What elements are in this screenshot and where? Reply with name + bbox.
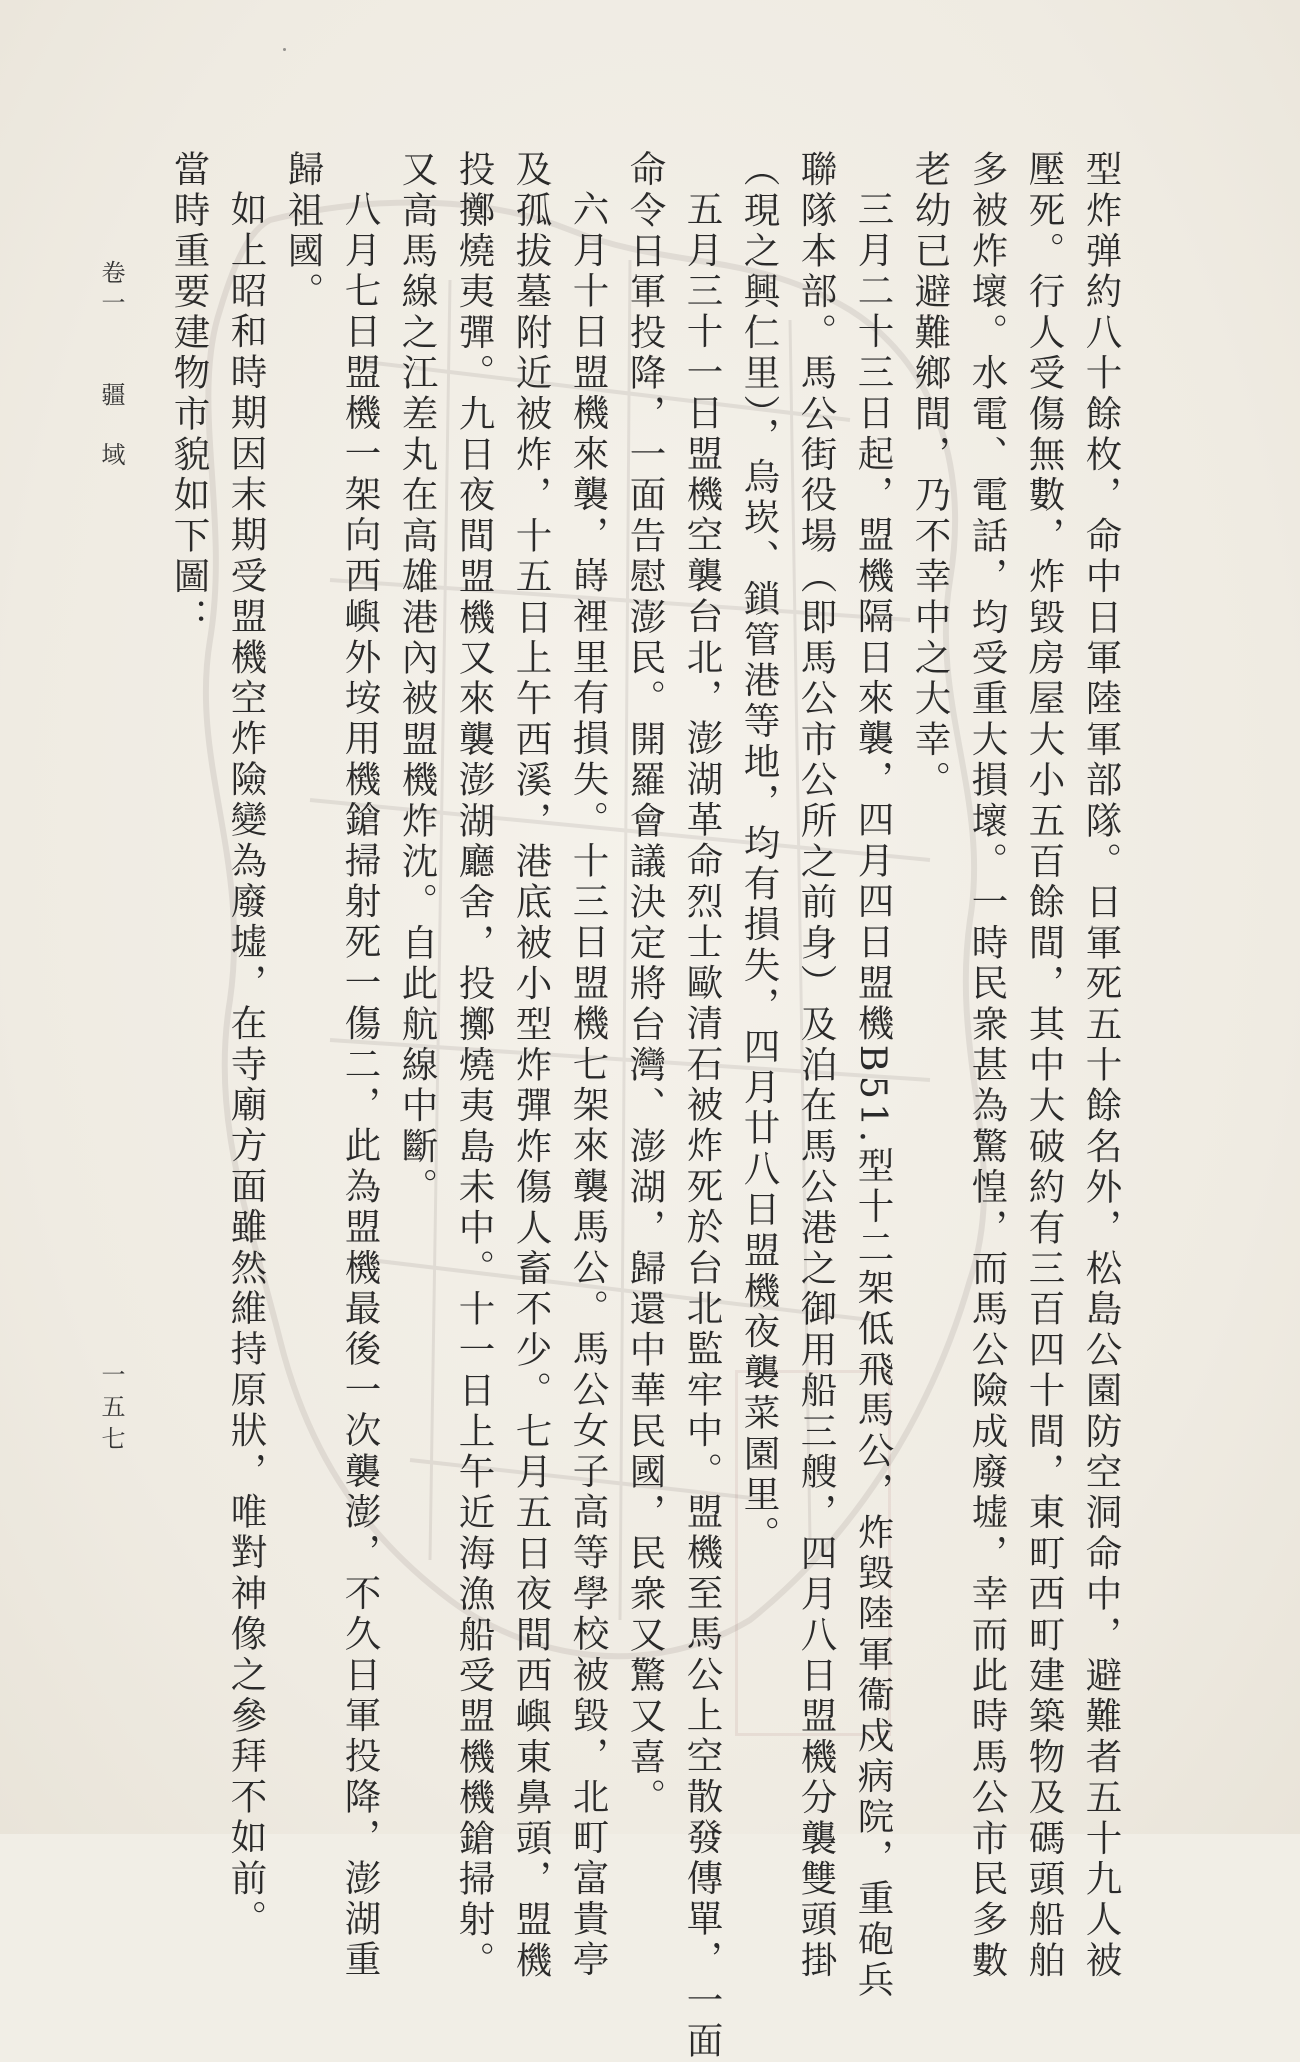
volume-label: 卷一	[97, 260, 125, 320]
scan-speck	[283, 48, 286, 51]
text-column: 六月十日盟機來襲，嵵裡里有損失。十三日盟機七架來襲馬公。馬公女子高等學校被毀，北町富貴亭	[567, 190, 610, 1981]
text-column: 型炸弹約八十餘枚，命中日軍陸軍部隊。日軍死五十餘名外，松島公園防空洞命中，避難者五十九人被	[1080, 150, 1123, 1982]
text-column: 命令日軍投降，一面告慰澎民。開羅會議決定將台灣、澎湖，歸還中華民國，民衆又驚又喜。	[624, 150, 667, 1819]
text-column: 投擲燒夷彈。九日夜間盟機又來襲澎湖廳舍，投擲燒夷島未中。十一日上午近海漁船受盟機機鎗掃射。	[453, 150, 496, 1982]
text-column: 聯隊本部。馬公街役場（即馬公市公所之前身）及泊在馬公港之御用船三艘，四月八日盟機分襲雙頭掛	[795, 150, 838, 1982]
text-column: 如上昭和時期因末期受盟機空炸險變為廢墟，在寺廟方面雖然維持原狀，唯對神像之參拜不如前。	[225, 190, 268, 1941]
text-column: 老幼已避難鄉間，乃不幸中之大幸。	[909, 150, 952, 802]
text-column: 歸祖國。	[282, 150, 325, 313]
text-column: 五月三十一日盟機空襲台北，澎湖革命烈士歐清石被炸死於台北監牢中。盟機至馬公上空散發傳單，一面	[681, 190, 724, 2062]
text-column: 多被炸壞。水電、電話，均受重大損壞。一時民衆甚為驚惶，而馬公險成廢墟，幸而此時馬公市民多數	[966, 150, 1009, 1982]
text-column: 三月二十三日起，盟機隔日來襲，四月四日盟機B51.型十二架低飛馬公，炸毀陸軍衞戍病院，重砲兵	[852, 190, 895, 2002]
text-column: 又高馬線之江差丸在高雄港內被盟機炸沈。自此航線中斷。	[396, 150, 439, 1209]
text-column: （現之興仁里），烏崁、鎖管港等地，均有損失，四月廿八日盟機夜襲菜園里。	[738, 150, 781, 1557]
text-column: 壓死。行人受傷無數，炸毀房屋大小五百餘間，其中大破約有三百四十間，東町西町建築物及碼頭船舶	[1023, 150, 1066, 1982]
text-column: 八月七日盟機一架向西嶼外垵用機鎗掃射死一傷二，此為盟機最後一次襲澎，不久日軍投降，澎湖重	[339, 190, 382, 1981]
page-number: 一五七	[97, 1362, 125, 1458]
text-column: 及孤拔墓附近被炸，十五日上午西溪，港底被小型炸彈炸傷人畜不少。七月五日夜間西嶼東鼻頭，盟機	[510, 150, 553, 1982]
chapter-label: 疆 域	[97, 382, 125, 472]
text-column: 當時重要建物市貌如下圖：	[168, 150, 211, 639]
running-head	[94, 260, 129, 472]
vertical-text-body	[168, 150, 1130, 2062]
